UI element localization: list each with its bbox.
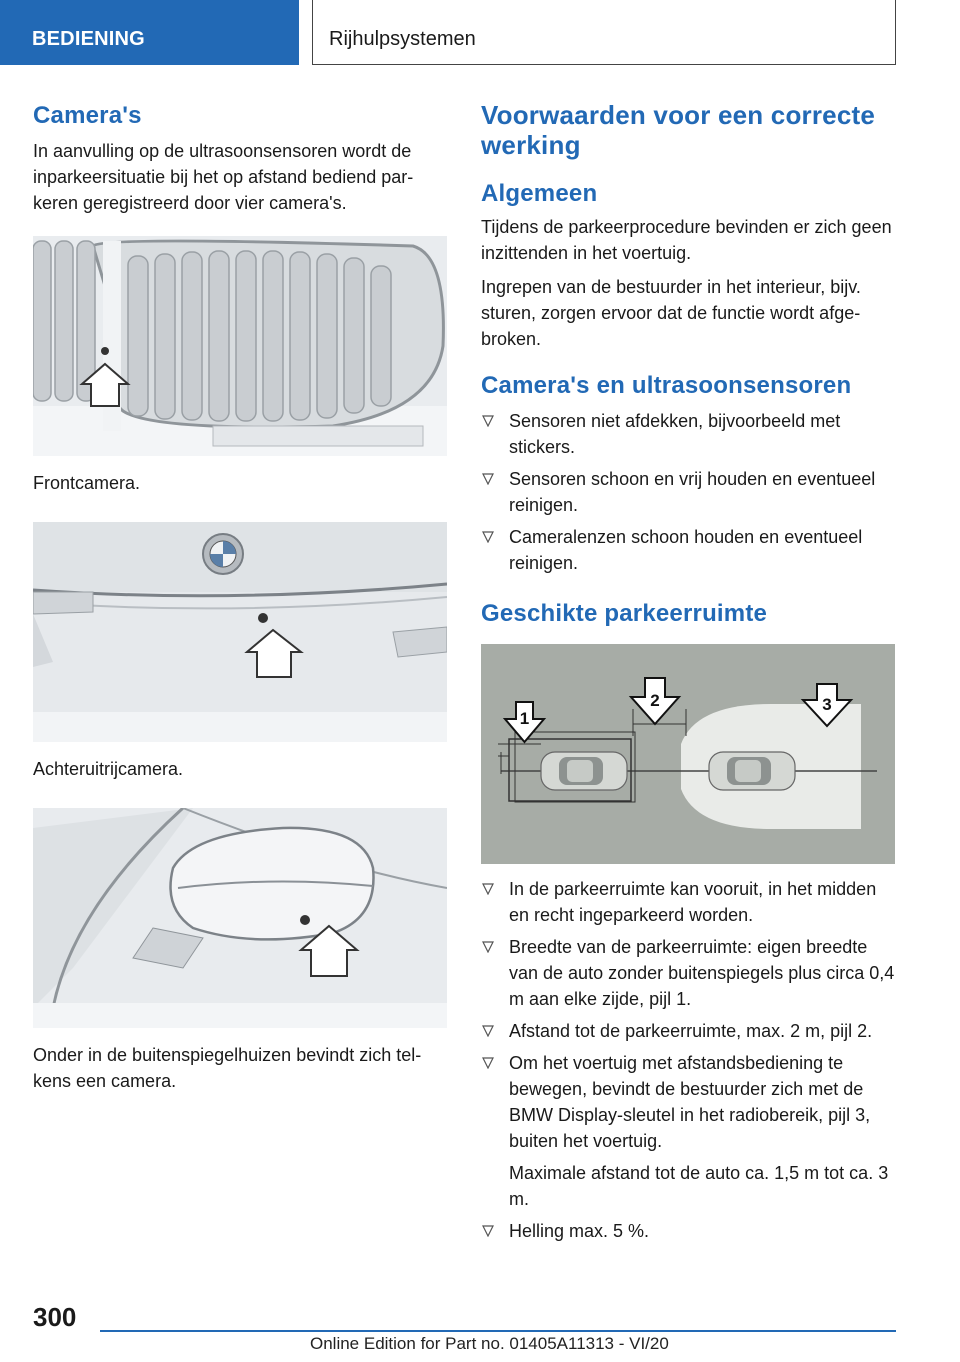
triangle-bullet-icon xyxy=(482,415,494,427)
cameras-intro: In aanvulling op de ultrasoonsensoren wordt de inparkeersituatie bij het op afstand bediend parkeren geregistreerd door vier camera's. xyxy=(33,141,414,213)
diagram-label-2: 2 xyxy=(650,691,660,710)
triangle-bullet-icon xyxy=(482,1025,494,1037)
parking-item-text: Breedte van de parkeerruimte: eigen breedte van de auto zonder buitenspiegels plus circa 0,4 m aan elke zijde, pijl 1. xyxy=(509,937,895,1009)
cameras-heading: Camera's xyxy=(33,102,142,129)
mirror-camera-caption: Onder in de buitenspiegelhuizen bevindt zich telkens een camera. xyxy=(33,1045,422,1091)
parking-sub-note: Maximale afstand tot de auto ca. 1,5 m tot ca. 3 m. xyxy=(509,1163,889,1209)
list-item xyxy=(481,524,896,576)
requirements-title: Voorwaarden voor een correcte werking xyxy=(481,100,876,160)
list-item xyxy=(481,408,896,460)
parking-space-diagram xyxy=(481,644,895,864)
triangle-bullet-icon xyxy=(482,473,494,485)
list-item xyxy=(481,934,896,1012)
general-paragraph-2: Ingrepen van de bestuurder in het interieur, bijv. sturen, zorgen ervoor dat de functie wordt afgebroken. xyxy=(481,277,861,349)
parking-item-text: In de parkeerruimte kan vooruit, in het midden en recht ingeparkeerd worden. xyxy=(509,879,877,925)
right-column xyxy=(481,100,896,1244)
triangle-bullet-icon xyxy=(482,941,494,953)
rear-camera-image xyxy=(33,522,447,742)
left-column xyxy=(33,100,447,1094)
general-paragraph-1: Tijdens de parkeerprocedure bevinden er zich geen inzittenden in het voertuig. xyxy=(481,217,892,263)
sensors-item-text: Sensoren schoon en vrij houden en eventueel reinigen. xyxy=(509,469,876,515)
header-section-label: BEDIENING xyxy=(0,0,299,65)
front-camera-caption: Frontcamera. xyxy=(33,473,141,493)
parking-space-heading: Geschikte parkeerruimte xyxy=(481,600,768,627)
parking-item-text: Helling max. 5 %. xyxy=(509,1221,650,1241)
parking-item-text: Om het voertuig met afstandsbediening te bewegen, bevindt de bestuurder zich met de BMW Display-sleutel in het radiobereik, pijl 3, buiten het voertuig. xyxy=(509,1053,871,1151)
list-item xyxy=(481,1050,896,1154)
sensors-heading: Camera's en ultrasoonsensoren xyxy=(481,372,852,399)
mirror-camera-image xyxy=(33,808,447,1028)
sensors-list xyxy=(481,408,896,576)
parking-item-text: Afstand tot de parkeerruimte, max. 2 m, pijl 2. xyxy=(509,1021,873,1041)
triangle-bullet-icon xyxy=(482,1057,494,1069)
list-item xyxy=(481,1218,896,1244)
front-camera-image xyxy=(33,236,447,456)
list-item xyxy=(481,876,896,928)
triangle-bullet-icon xyxy=(482,1225,494,1237)
header-chapter-label: Rijhulpsystemen xyxy=(312,0,896,65)
rear-camera-caption: Achteruitrijcamera. xyxy=(33,759,184,779)
page-number: 300 xyxy=(33,1302,77,1332)
list-item xyxy=(481,466,896,518)
diagram-label-1: 1 xyxy=(519,709,530,728)
parking-space-list xyxy=(481,876,896,1154)
diagram-label-3: 3 xyxy=(822,695,832,714)
triangle-bullet-icon xyxy=(482,883,494,895)
footer-divider xyxy=(100,1330,896,1332)
general-heading: Algemeen xyxy=(481,180,598,207)
sensors-item-text: Cameralenzen schoon houden en eventueel reinigen. xyxy=(509,527,863,573)
parking-space-list-last xyxy=(481,1218,896,1244)
triangle-bullet-icon xyxy=(482,531,494,543)
list-item xyxy=(481,1018,896,1044)
sensors-item-text: Sensoren niet afdekken, bijvoorbeeld met stickers. xyxy=(509,411,841,457)
footer-edition: Online Edition for Part no. 01405A11313 - VI/20 xyxy=(310,1334,669,1353)
